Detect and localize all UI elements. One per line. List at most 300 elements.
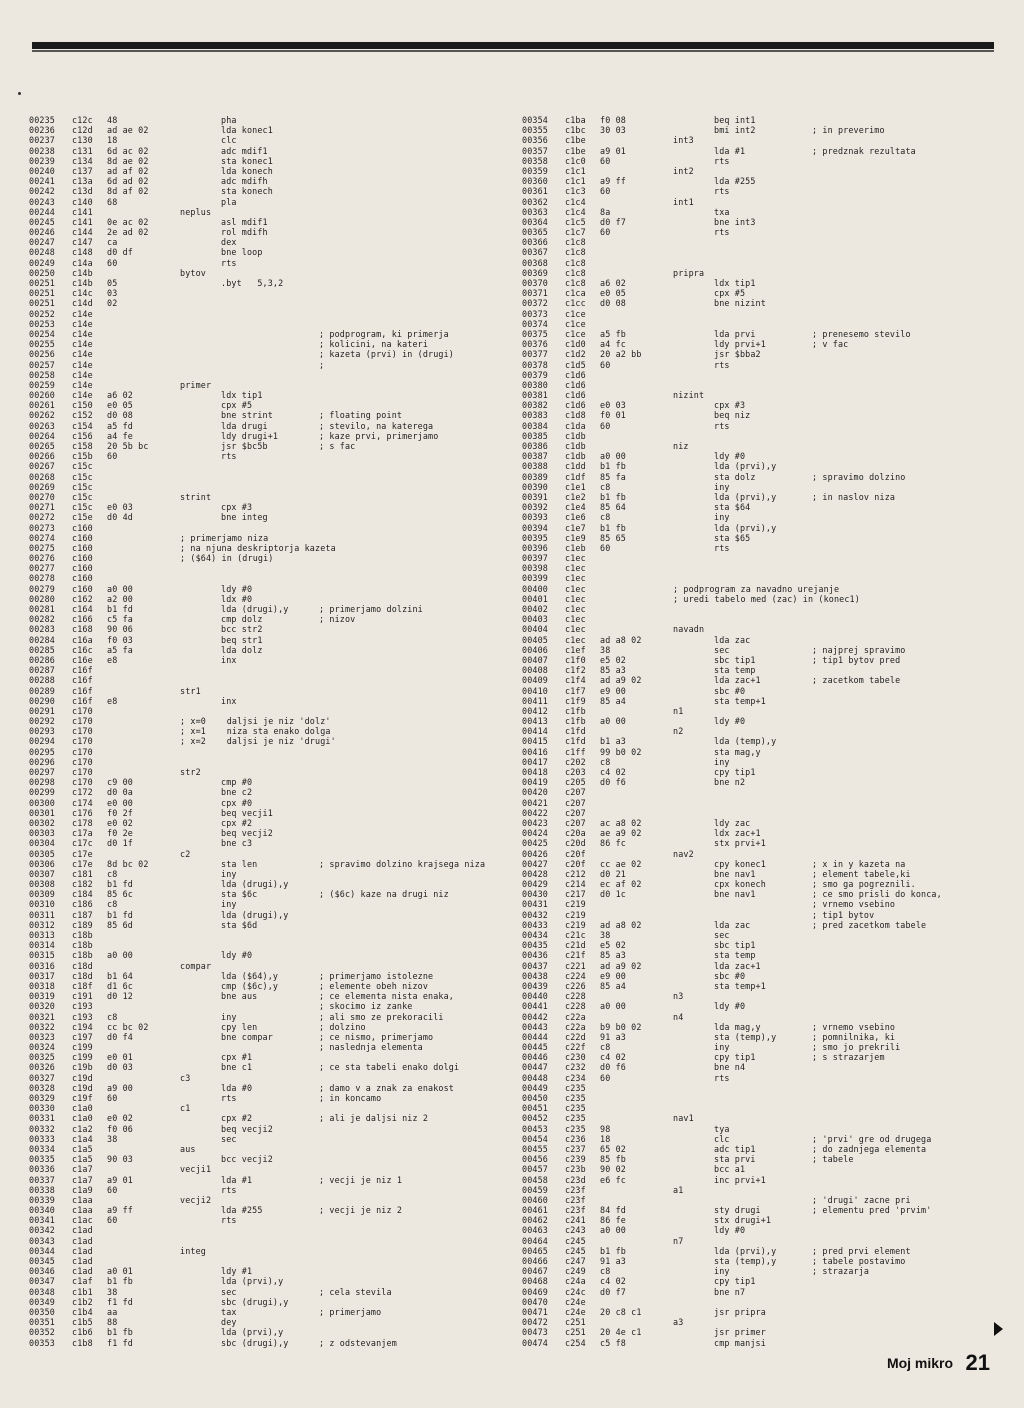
- line-number: 00300: [29, 797, 55, 808]
- label: ; x=1 niza sta enako dolga: [180, 726, 331, 737]
- opcode-bytes: d0 08: [600, 298, 626, 309]
- comment: ; kaze prvi, primerjamo: [319, 430, 439, 441]
- line-number: 00416: [522, 746, 548, 757]
- opcode-bytes: 38: [600, 644, 611, 655]
- address: c219: [565, 899, 586, 910]
- address: c202: [565, 756, 586, 767]
- line-number: 00304: [29, 838, 55, 849]
- comment: ; skocimo iz zanke: [319, 1001, 413, 1012]
- opcode-bytes: d0 0a: [107, 787, 133, 798]
- opcode-bytes: ad a9 02: [600, 960, 642, 971]
- address: c162: [72, 593, 93, 604]
- line-number: 00271: [29, 502, 55, 513]
- line-number: 00251: [29, 298, 55, 309]
- address: c16f: [72, 685, 93, 696]
- address: c20f: [565, 858, 586, 869]
- line-number: 00236: [29, 125, 55, 136]
- instruction: iny: [221, 1011, 237, 1022]
- line-number: 00329: [29, 1093, 55, 1103]
- address: c15c: [72, 481, 93, 492]
- line-number: 00284: [29, 634, 55, 645]
- comment: ; damo v a znak za enakost: [319, 1082, 454, 1093]
- line-number: 00287: [29, 665, 55, 676]
- opcode-bytes: a0 00: [107, 950, 133, 961]
- line-number: 00469: [522, 1286, 548, 1297]
- line-number: 00367: [522, 247, 548, 258]
- opcode-bytes: 2e ad 02: [107, 227, 149, 238]
- address: c19d: [72, 1082, 93, 1093]
- instruction: cmp #0: [221, 777, 253, 788]
- address: c1ad: [72, 1266, 93, 1277]
- opcode-bytes: 88: [107, 1317, 118, 1328]
- opcode-bytes: aa: [107, 1306, 118, 1317]
- opcode-bytes: a4 fe: [107, 430, 133, 441]
- opcode-bytes: c4 02: [600, 1052, 626, 1063]
- comment: ; naslednja elementa: [319, 1042, 423, 1053]
- line-number: 00338: [29, 1184, 55, 1195]
- opcode-bytes: 48: [107, 115, 118, 125]
- opcode-bytes: b1 64: [107, 970, 133, 981]
- instruction: ldy #0: [714, 716, 746, 727]
- address: c1aa: [72, 1205, 93, 1216]
- opcode-bytes: b9 b0 02: [600, 1021, 642, 1032]
- instruction: lda (prvi),y: [221, 1276, 284, 1287]
- opcode-bytes: 6d ad 02: [107, 176, 149, 187]
- opcode-bytes: 18: [600, 1133, 611, 1144]
- opcode-bytes: 60: [600, 1072, 611, 1083]
- opcode-bytes: a0 01: [107, 1266, 133, 1277]
- line-number: 00450: [522, 1093, 548, 1103]
- line-number: 00244: [29, 206, 55, 217]
- opcode-bytes: b1 fd: [107, 909, 133, 920]
- instruction: lda #0: [221, 1082, 253, 1093]
- opcode-bytes: 60: [600, 155, 611, 166]
- address: c170: [72, 726, 93, 737]
- label: ; primerjamo niza: [180, 532, 269, 543]
- opcode-bytes: cc ae 02: [600, 858, 642, 869]
- line-number: 00253: [29, 318, 55, 329]
- opcode-bytes: 86 fe: [600, 1215, 626, 1226]
- line-number: 00332: [29, 1123, 55, 1134]
- comment: ; in naslov niza: [812, 491, 896, 502]
- address: c160: [72, 542, 93, 553]
- line-number: 00266: [29, 451, 55, 462]
- line-number: 00340: [29, 1205, 55, 1216]
- address: c236: [565, 1133, 586, 1144]
- label: str2: [180, 767, 201, 777]
- line-number: 00459: [522, 1184, 548, 1195]
- address: c199: [72, 1052, 93, 1063]
- opcode-bytes: a9 ff: [600, 176, 626, 187]
- opcode-bytes: 68: [107, 196, 118, 207]
- address: c160: [72, 553, 93, 564]
- opcode-bytes: c8: [600, 481, 611, 492]
- address: c1c8: [565, 257, 586, 268]
- address: c23f: [565, 1184, 586, 1195]
- comment: ; elementu pred 'prvim': [812, 1205, 932, 1216]
- line-number: 00409: [522, 675, 548, 686]
- address: c130: [72, 135, 93, 146]
- address: c1b2: [72, 1296, 93, 1307]
- line-number: 00465: [522, 1245, 548, 1256]
- line-number: 00324: [29, 1042, 55, 1053]
- line-number: 00442: [522, 1011, 548, 1022]
- instruction: sta temp: [714, 665, 756, 676]
- line-number: 00269: [29, 481, 55, 492]
- address: c1ba: [565, 115, 586, 125]
- instruction: cpx #3: [221, 502, 253, 513]
- line-number: 00245: [29, 216, 55, 227]
- address: c1d6: [565, 379, 586, 390]
- line-number: 00387: [522, 451, 548, 462]
- address: c1e1: [565, 481, 586, 492]
- comment: ; kolicini, na kateri: [319, 339, 429, 350]
- line-number: 00417: [522, 756, 548, 767]
- address: c140: [72, 196, 93, 207]
- speck-dot: [18, 92, 21, 95]
- opcode-bytes: 91 a3: [600, 1256, 626, 1266]
- address: c17a: [72, 828, 93, 839]
- address: c18d: [72, 970, 93, 981]
- line-number: 00388: [522, 461, 548, 472]
- line-number: 00448: [522, 1072, 548, 1083]
- instruction: sbc #0: [714, 970, 746, 981]
- address: c20d: [565, 838, 586, 849]
- opcode-bytes: a2 00: [107, 593, 133, 604]
- address: c1b8: [72, 1337, 93, 1348]
- opcode-bytes: d0 03: [107, 1062, 133, 1073]
- line-number: 00298: [29, 777, 55, 788]
- address: c219: [565, 909, 586, 920]
- line-number: 00435: [522, 940, 548, 951]
- instruction: lda zac+1: [714, 675, 761, 686]
- line-number: 00341: [29, 1215, 55, 1226]
- instruction: tya: [714, 1123, 730, 1134]
- opcode-bytes: a4 fc: [600, 339, 626, 350]
- label: nav1: [673, 1113, 694, 1124]
- line-number: 00457: [522, 1164, 548, 1175]
- line-number: 00431: [522, 899, 548, 910]
- instruction: tax: [221, 1306, 237, 1317]
- label: strint: [180, 491, 212, 502]
- address: c23f: [565, 1194, 586, 1205]
- opcode-bytes: b1 a3: [600, 736, 626, 747]
- opcode-bytes: 60: [600, 542, 611, 553]
- opcode-bytes: a9 ff: [107, 1205, 133, 1216]
- comment: ; ce smo prisli do konca,: [812, 889, 942, 900]
- address: c1ca: [565, 288, 586, 299]
- opcode-bytes: 6d ac 02: [107, 145, 149, 156]
- line-number: 00339: [29, 1194, 55, 1205]
- opcode-bytes: e0 03: [600, 400, 626, 411]
- line-number: 00326: [29, 1062, 55, 1073]
- address: c1a7: [72, 1164, 93, 1175]
- opcode-bytes: 85 fa: [600, 471, 626, 482]
- instruction: cpx #3: [714, 400, 746, 411]
- line-number: 00444: [522, 1031, 548, 1042]
- opcode-bytes: ca: [107, 237, 118, 248]
- address: c1f0: [565, 654, 586, 665]
- instruction: sta dolz: [714, 471, 756, 482]
- opcode-bytes: d1 6c: [107, 980, 133, 991]
- line-number: 00254: [29, 328, 55, 339]
- opcode-bytes: b1 fd: [107, 879, 133, 890]
- line-number: 00321: [29, 1011, 55, 1022]
- line-number: 00307: [29, 868, 55, 879]
- instruction: stx drugi+1: [714, 1215, 772, 1226]
- opcode-bytes: a0 00: [600, 1001, 626, 1012]
- line-number: 00286: [29, 654, 55, 665]
- comment: ; podprogram, ki primerja: [319, 328, 449, 339]
- instruction: sta len: [221, 858, 258, 869]
- comment: ; do zadnjega elementa: [812, 1143, 927, 1154]
- address: c170: [72, 736, 93, 747]
- opcode-bytes: c8: [107, 899, 118, 910]
- comment: ; z odstevanjem: [319, 1337, 397, 1348]
- label: integ: [180, 1245, 206, 1256]
- address: c14b: [72, 278, 93, 288]
- address: c228: [565, 1001, 586, 1012]
- opcode-bytes: 85 64: [600, 502, 626, 513]
- address: c228: [565, 991, 586, 1002]
- address: c158: [72, 441, 93, 451]
- line-number: 00258: [29, 369, 55, 380]
- opcode-bytes: e5 02: [600, 940, 626, 951]
- address: c1ec: [565, 624, 586, 635]
- address: c17e: [72, 848, 93, 859]
- label: ; ($64) in (drugi): [180, 553, 274, 564]
- address: c12d: [72, 125, 93, 136]
- address: c224: [565, 970, 586, 981]
- address: c193: [72, 1011, 93, 1022]
- opcode-bytes: e6 fc: [600, 1174, 626, 1185]
- address: c15e: [72, 512, 93, 523]
- address: c170: [72, 705, 93, 716]
- opcode-bytes: d0 f4: [107, 1031, 133, 1042]
- address: c1b5: [72, 1317, 93, 1328]
- address: c1ce: [565, 308, 586, 319]
- instruction: rts: [221, 451, 237, 462]
- line-number: 00247: [29, 237, 55, 248]
- label: n4: [673, 1011, 684, 1022]
- line-number: 00426: [522, 848, 548, 859]
- opcode-bytes: 99 b0 02: [600, 746, 642, 757]
- address: c13a: [72, 176, 93, 187]
- address: c15c: [72, 461, 93, 472]
- opcode-bytes: ad a8 02: [600, 634, 642, 645]
- comment: ; vrnemo vsebino: [812, 1021, 896, 1032]
- address: c1e4: [565, 502, 586, 513]
- opcode-bytes: e8: [107, 654, 118, 665]
- line-number: 00400: [522, 583, 548, 594]
- opcode-bytes: 85 a4: [600, 980, 626, 991]
- address: c1cc: [565, 298, 586, 309]
- opcode-bytes: e9 00: [600, 685, 626, 696]
- instruction: lda drugi: [221, 420, 268, 431]
- address: c1f2: [565, 665, 586, 676]
- line-number: 00282: [29, 614, 55, 625]
- address: c1d2: [565, 349, 586, 360]
- line-number: 00463: [522, 1225, 548, 1236]
- address: c1c1: [565, 176, 586, 187]
- instruction: cpy tip1: [714, 1276, 756, 1287]
- line-number: 00436: [522, 950, 548, 961]
- line-number: 00418: [522, 767, 548, 777]
- line-number: 00268: [29, 471, 55, 482]
- instruction: cpy len: [221, 1021, 258, 1032]
- line-number: 00398: [522, 563, 548, 574]
- label: ; uredi tabelo med (zac) in (konec1): [673, 593, 860, 604]
- address: c217: [565, 889, 586, 900]
- address: c16a: [72, 634, 93, 645]
- line-number: 00373: [522, 308, 548, 319]
- comment: ; smo ga pogreznili.: [812, 879, 916, 890]
- instruction: rts: [714, 1072, 730, 1083]
- address: c160: [72, 573, 93, 584]
- opcode-bytes: 85 a3: [600, 950, 626, 961]
- label: n7: [673, 1235, 684, 1246]
- label: n3: [673, 991, 684, 1002]
- instruction: rts: [714, 359, 730, 370]
- address: c160: [72, 522, 93, 533]
- line-number: 00366: [522, 237, 548, 248]
- instruction: cpy tip1: [714, 1052, 756, 1063]
- opcode-bytes: a9 00: [107, 1082, 133, 1093]
- instruction: cpy konec1: [714, 858, 766, 869]
- address: c1ec: [565, 563, 586, 574]
- instruction: iny: [714, 1266, 730, 1277]
- address: c131: [72, 145, 93, 156]
- opcode-bytes: 60: [600, 420, 611, 431]
- address: c137: [72, 165, 93, 176]
- comment: ;: [319, 359, 325, 370]
- label: int1: [673, 196, 694, 207]
- line-number: 00285: [29, 644, 55, 655]
- line-number: 00372: [522, 298, 548, 309]
- line-number: 00406: [522, 644, 548, 655]
- address: c1c5: [565, 216, 586, 227]
- comment: ; tabele postavimo: [812, 1256, 906, 1266]
- opcode-bytes: 30 03: [600, 125, 626, 136]
- address: c221: [565, 960, 586, 971]
- instruction: lda (temp),y: [714, 736, 777, 747]
- comment: ; prenesemo stevilo: [812, 328, 911, 339]
- address: c1c4: [565, 196, 586, 207]
- address: c134: [72, 155, 93, 166]
- line-number: 00281: [29, 604, 55, 614]
- address: c16c: [72, 644, 93, 655]
- opcode-bytes: a0 00: [107, 583, 133, 594]
- address: c14e: [72, 318, 93, 329]
- line-number: 00309: [29, 889, 55, 900]
- label: bytov: [180, 267, 206, 278]
- opcode-bytes: 60: [600, 359, 611, 370]
- opcode-bytes: 84 fd: [600, 1205, 626, 1216]
- label: niz: [673, 441, 689, 451]
- line-number: 00381: [522, 390, 548, 401]
- line-number: 00369: [522, 267, 548, 278]
- instruction: lda #255: [221, 1205, 263, 1216]
- address: c160: [72, 563, 93, 574]
- line-number: 00237: [29, 135, 55, 146]
- address: c156: [72, 430, 93, 441]
- line-number: 00261: [29, 400, 55, 411]
- instruction: lda (prvi),y: [714, 461, 777, 472]
- address: c1d6: [565, 369, 586, 380]
- label: ; na njuna deskriptorja kazeta: [180, 542, 336, 553]
- opcode-bytes: d0 4d: [107, 512, 133, 523]
- instruction: lda prvi: [714, 328, 756, 339]
- label: n2: [673, 726, 684, 737]
- address: c199: [72, 1042, 93, 1053]
- line-number: 00464: [522, 1235, 548, 1246]
- instruction: lda (prvi),y: [221, 1327, 284, 1338]
- comment: ; vrnemo vsebino: [812, 899, 896, 910]
- comment: ; najprej spravimo: [812, 644, 906, 655]
- comment: ; stevilo, na katerega: [319, 420, 434, 431]
- line-number: 00240: [29, 165, 55, 176]
- instruction: ldy zac: [714, 817, 751, 828]
- instruction: sty drugi: [714, 1205, 761, 1216]
- address: c23f: [565, 1205, 586, 1216]
- line-number: 00360: [522, 176, 548, 187]
- address: c1a4: [72, 1133, 93, 1144]
- line-number: 00405: [522, 634, 548, 645]
- opcode-bytes: a9 01: [600, 145, 626, 156]
- instruction: sta temp+1: [714, 980, 766, 991]
- comment: ; smo jo prekrili: [812, 1042, 901, 1053]
- address: c154: [72, 420, 93, 431]
- instruction: sec: [221, 1133, 237, 1144]
- comment: ; pred prvi element: [812, 1245, 911, 1256]
- address: c24a: [565, 1276, 586, 1287]
- instruction: clc: [714, 1133, 730, 1144]
- address: c21d: [565, 940, 586, 951]
- line-number: 00242: [29, 186, 55, 197]
- address: c15c: [72, 502, 93, 513]
- instruction: iny: [714, 756, 730, 767]
- line-number: 00306: [29, 858, 55, 869]
- instruction: lda zac: [714, 919, 751, 930]
- instruction: sbc #0: [714, 685, 746, 696]
- opcode-bytes: 60: [107, 1093, 118, 1103]
- instruction: bne c2: [221, 787, 253, 798]
- instruction: ldy #0: [221, 583, 253, 594]
- address: c1c8: [565, 237, 586, 248]
- opcode-bytes: 38: [107, 1133, 118, 1144]
- opcode-bytes: 38: [600, 930, 611, 940]
- page-number: 21: [965, 1350, 990, 1375]
- line-number: 00411: [522, 695, 548, 706]
- opcode-bytes: a6 02: [107, 390, 133, 401]
- line-number: 00467: [522, 1266, 548, 1277]
- line-number: 00263: [29, 420, 55, 431]
- line-number: 00356: [522, 135, 548, 146]
- instruction: bne nav1: [714, 868, 756, 879]
- address: c176: [72, 807, 93, 818]
- opcode-bytes: e8: [107, 695, 118, 706]
- instruction: rts: [714, 542, 730, 553]
- address: c232: [565, 1062, 586, 1073]
- address: c1e9: [565, 532, 586, 543]
- line-number: 00380: [522, 379, 548, 390]
- opcode-bytes: f1 fd: [107, 1337, 133, 1348]
- comment: ; cela stevila: [319, 1286, 392, 1297]
- address: c22a: [565, 1011, 586, 1022]
- line-number: 00376: [522, 339, 548, 350]
- instruction: sta $65: [714, 532, 751, 543]
- address: c1ad: [72, 1235, 93, 1246]
